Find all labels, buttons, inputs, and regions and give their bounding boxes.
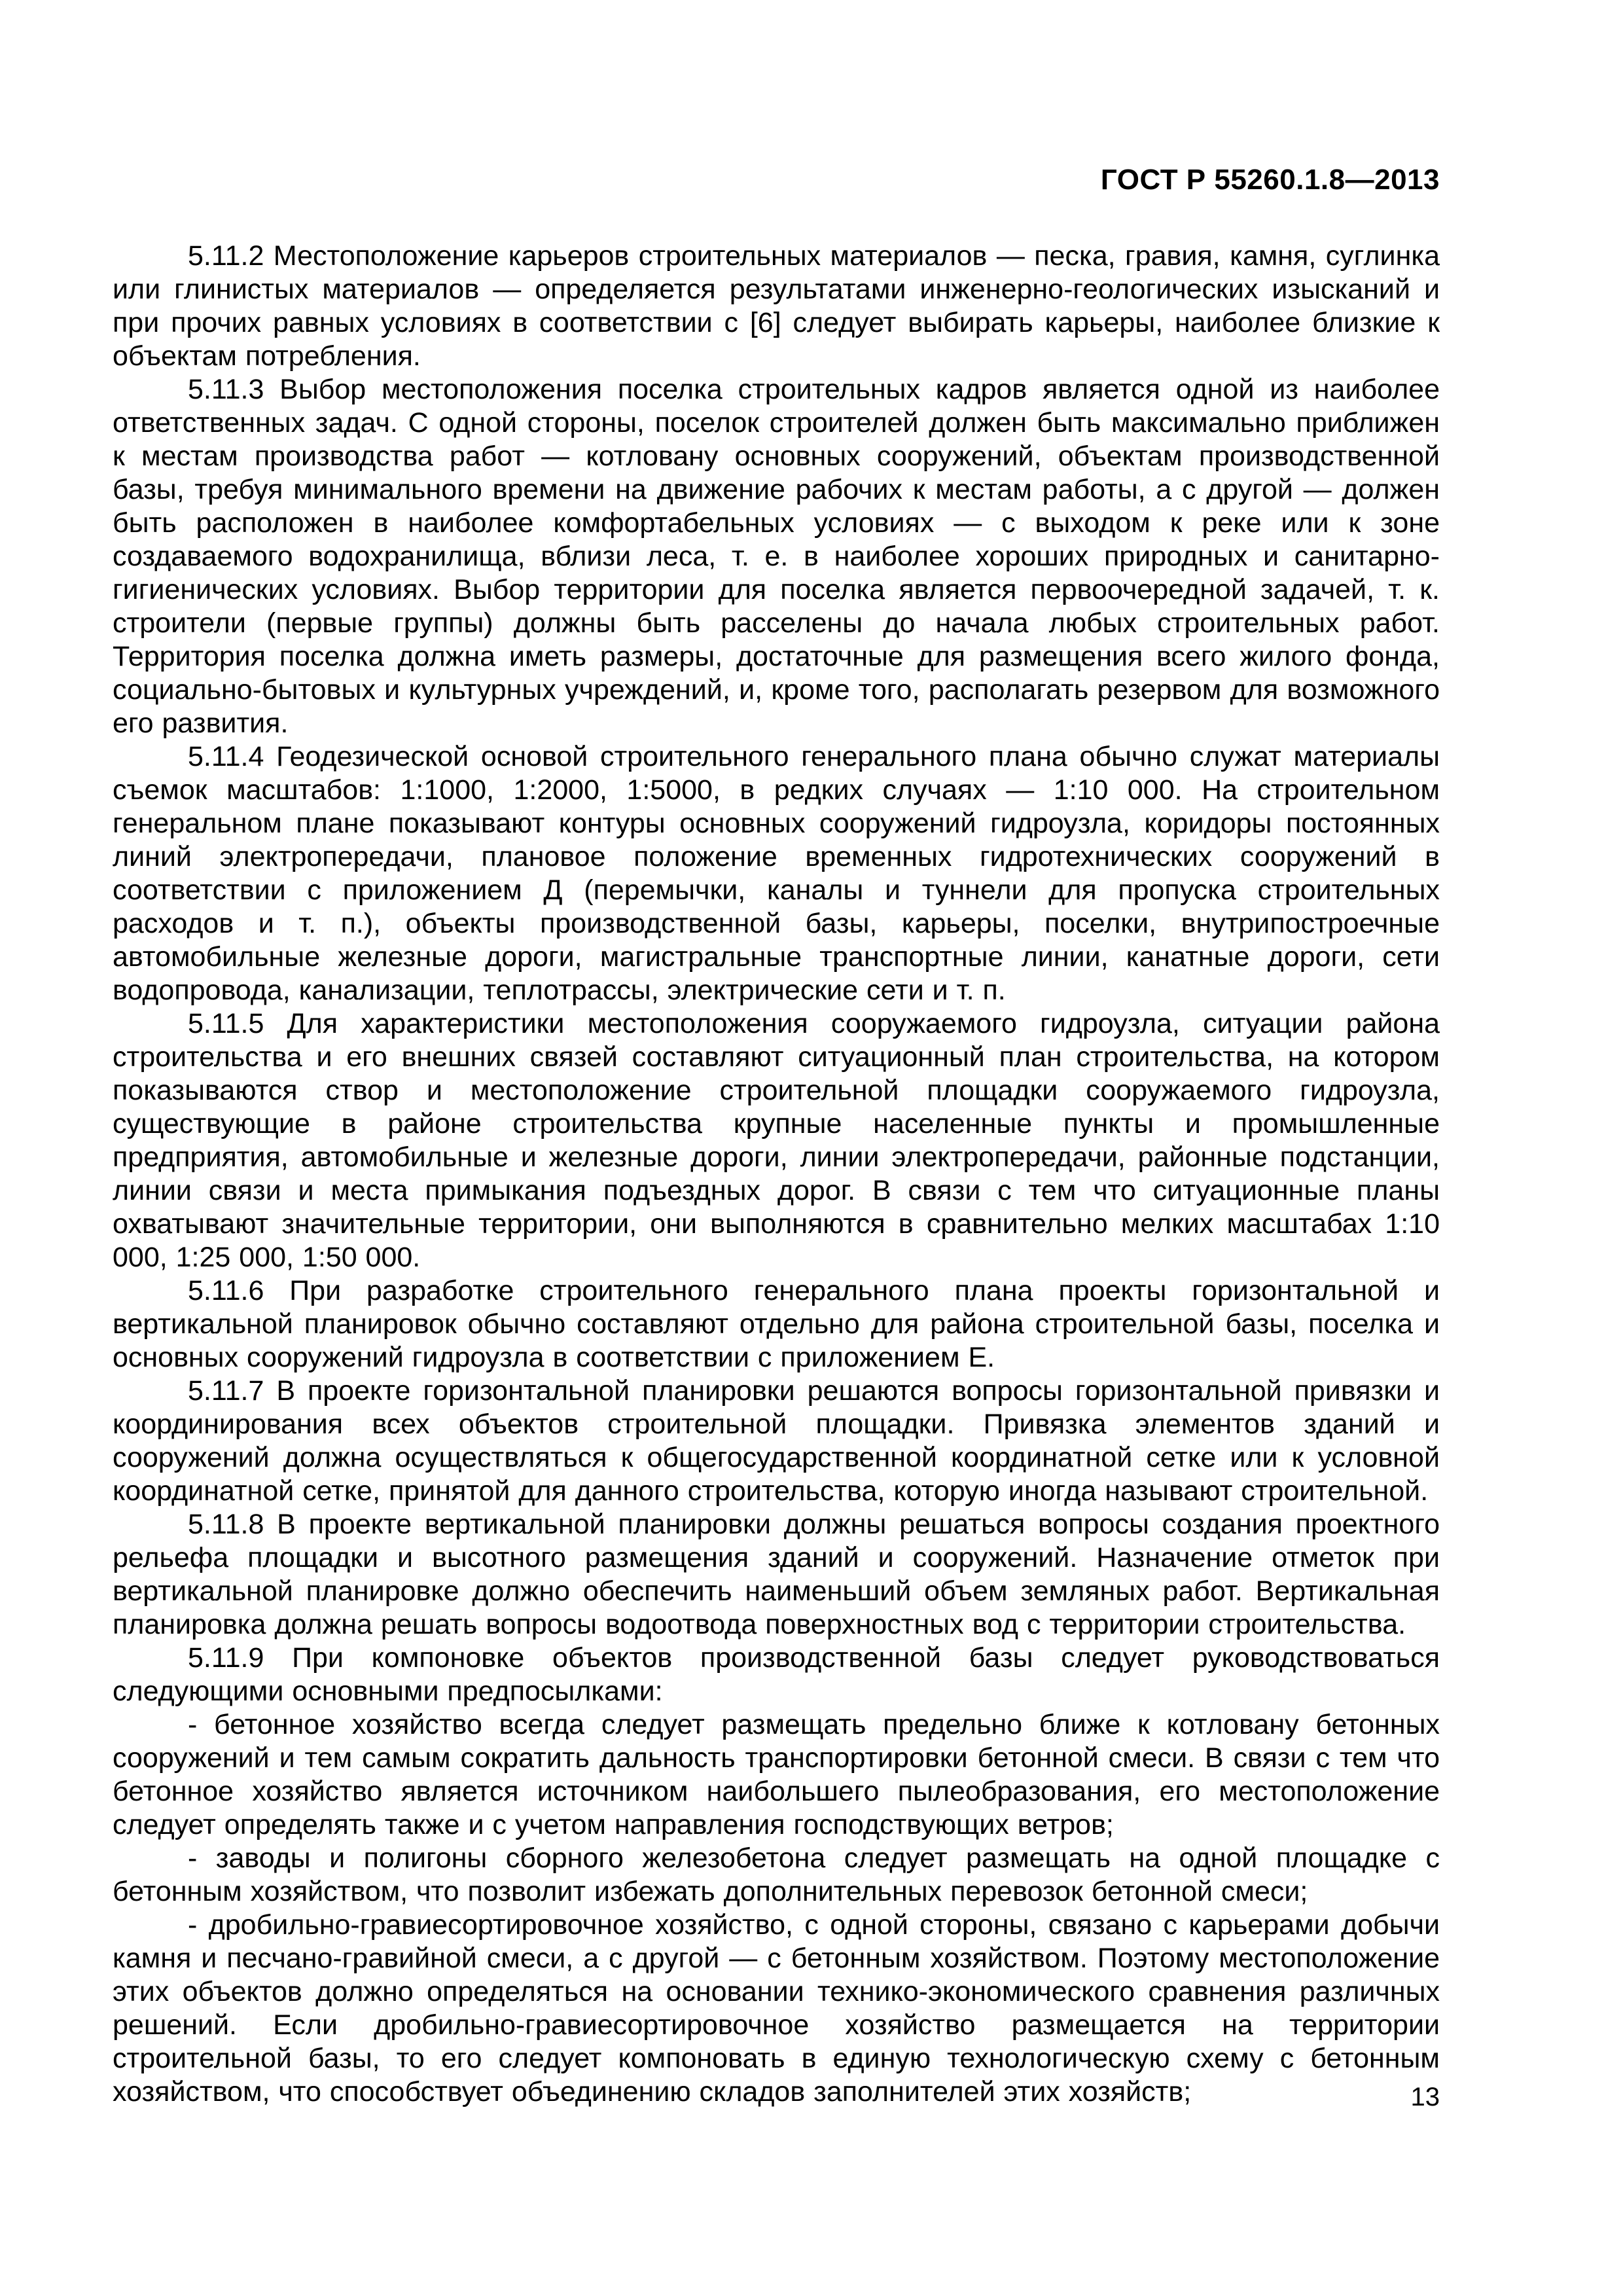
list-item-concrete-facilities: - бетонное хозяйство всегда следует размещать предельно ближе к котловану бетонных сооружений и тем самым сократить дальность транспортировки бетонной смеси. В связи с тем что бетонное хозяйство является источником наибольшего пылеобразования, его местоположение следует определять также и с учетом направления господствующих ветров; bbox=[113, 1709, 1440, 1840]
paragraph-5-11-8: 5.11.8 В проекте вертикальной планировки должны решаться вопросы создания проектного рельефа площадки и высотного размещения зданий и сооружений. Назначение отметок при вертикальной планировке должно обеспечить наименьший объем земляных работ. Вертикальная планировка должна решать вопросы водоотвода поверхностных вод с территории строительства. bbox=[113, 1509, 1440, 1640]
paragraph-5-11-7: 5.11.7 В проекте горизонтальной планировки решаются вопросы горизонтальной привязки и координирования всех объектов строительной площадки. Привязка элементов зданий и сооружений должна осуществляться к общегосударственной координатной сетке или к условной координатной сетке, принятой для данного строительства, которую иногда называют строительной. bbox=[113, 1375, 1440, 1507]
paragraph-5-11-9: 5.11.9 При компоновке объектов производственной базы следует руководствоваться следующими основными предпосылками: bbox=[113, 1642, 1440, 1707]
paragraph-5-11-4: 5.11.4 Геодезической основой строительного генерального плана обычно служат материалы съемок масштабов: 1:1000, 1:2000, 1:5000, в редких случаях — 1:10 000. На строительном генеральном плане показывают контуры основных сооружений гидроузла, коридоры постоянных линий электропередачи, плановое положение временных гидротехнических сооружений в соответствии с приложением Д (перемычки, каналы и туннели для пропуска строительных расходов и т. п.), объекты производственной базы, карьеры, поселки, внутрипостроечные автомобильные железные дороги, магистральные транспортные линии, канатные дороги, сети водопровода, канализации, теплотрассы, электрические сети и т. п. bbox=[113, 741, 1440, 1006]
paragraph-5-11-3: 5.11.3 Выбор местоположения поселка строительных кадров является одной из наиболее ответственных задач. С одной стороны, поселок строителей должен быть максимально приближен к местам производства работ — котловану основных сооружений, объектам производственной базы, требуя минимального времени на движение рабочих к местам работы, а с другой — должен быть расположен в наиболее комфортабельных условиях — с выходом к реке или к зоне создаваемого водохранилища, вблизи леса, т. е. в наиболее хороших природных и санитарно-гигиенических условиях. Выбор территории для поселка является первоочередной задачей, т. к. строители (первые группы) должны быть расселены до начала любых строительных работ. Территория поселка должна иметь размеры, достаточные для размещения всего жилого фонда, социально-бытовых и культурных учреждений, и, кроме того, располагать резервом для возможного его развития. bbox=[113, 374, 1440, 739]
running-header: ГОСТ Р 55260.1.8—2013 bbox=[1100, 164, 1440, 196]
paragraph-5-11-6: 5.11.6 При разработке строительного генерального плана проекты горизонтальной и вертикальной планировок обычно составляют отдельно для района строительной базы, поселка и основных сооружений гидроузла в соответствии с приложением Е. bbox=[113, 1275, 1440, 1373]
paragraph-5-11-2: 5.11.2 Местоположение карьеров строительных материалов — песка, гравия, камня, суглинка или глинистых материалов — определяется результатами инженерно-геологических изысканий и при прочих равных условиях в соответствии с [6] следует выбирать карьеры, наиболее близкие к объектам потребления. bbox=[113, 240, 1440, 372]
page-number: 13 bbox=[1410, 2083, 1440, 2111]
paragraph-5-11-5: 5.11.5 Для характеристики местоположения сооружаемого гидроузла, ситуации района строительства и его внешних связей составляют ситуационный план строительства, на котором показываются створ и местоположение строительной площадки сооружаемого гидроузла, существующие в районе строительства крупные населенные пункты и промышленные предприятия, автомобильные и железные дороги, линии электропередачи, районные подстанции, линии связи и места примыкания подъездных дорог. В связи с тем что ситуационные планы охватывают значительные территории, они выполняются в сравнительно мелких масштабах 1:10 000, 1:25 000, 1:50 000. bbox=[113, 1008, 1440, 1273]
list-item-crushing-sorting: - дробильно-гравиесортировочное хозяйство, с одной стороны, связано с карьерами добычи камня и песчано-гравийной смеси, а с другой — с бетонным хозяйством. Поэтому местоположение этих объектов должно определяться на основании технико-экономического сравнения различных решений. Если дробильно-гравиесортировочное хозяйство размещается на территории строительной базы, то его следует компоновать в единую технологическую схему с бетонным хозяйством, что способствует объединению складов заполнителей этих хозяйств; bbox=[113, 1909, 1440, 2108]
list-item-precast-plants: - заводы и полигоны сборного железобетона следует размещать на одной площадке с бетонным хозяйством, что позволит избежать дополнительных перевозок бетонной смеси; bbox=[113, 1842, 1440, 1907]
document-body bbox=[113, 240, 1440, 2109]
